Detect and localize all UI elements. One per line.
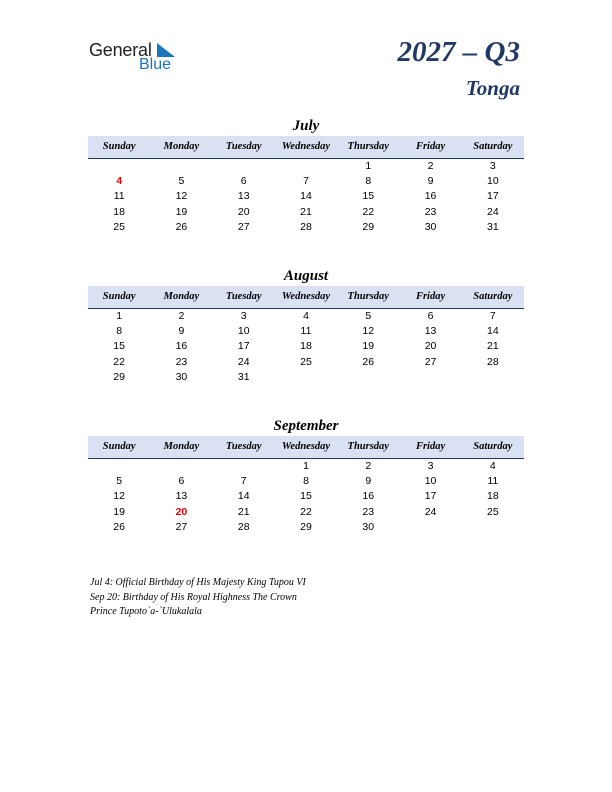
day-cell: 4 <box>489 460 496 472</box>
weekday-label: Saturday <box>473 141 513 152</box>
day-cell: 25 <box>113 220 125 233</box>
day-cell: 26 <box>175 220 188 233</box>
day-cell: 1 <box>303 460 309 472</box>
weekday-label: Wednesday <box>281 291 331 302</box>
day-cell: 9 <box>427 175 434 188</box>
day-cell: 13 <box>175 490 188 503</box>
day-cell: 31 <box>237 370 250 383</box>
logo <box>89 38 189 78</box>
weekday-label: Saturday <box>473 441 513 452</box>
day-cell: 6 <box>240 175 247 188</box>
month-name: July <box>292 118 320 134</box>
weekday-label: Monday <box>163 291 200 302</box>
day-cell: 14 <box>300 190 312 203</box>
holiday-note: Jul 4: Official Birthday of His Majesty King Tupou VI <box>90 577 306 588</box>
weekday-label: Sunday <box>102 141 136 152</box>
country-name: Tonga <box>465 76 520 100</box>
day-cell <box>275 159 337 174</box>
week-row <box>88 174 524 189</box>
logo-blue-text: Blue <box>139 56 172 73</box>
day-cell: 29 <box>362 220 375 233</box>
day-cell: 4 <box>303 310 309 322</box>
day-cell: 28 <box>300 220 312 233</box>
day-cell: 29 <box>113 370 125 383</box>
month-name: August <box>283 268 329 284</box>
day-cell: 12 <box>175 190 188 203</box>
weekday-label: Monday <box>163 141 200 152</box>
holiday-day-cell: 20 <box>175 505 188 518</box>
day-cell: 22 <box>300 505 312 518</box>
day-cell: 19 <box>175 205 188 218</box>
month-grid <box>88 159 524 235</box>
day-cell: 1 <box>116 310 123 322</box>
day-cell: 11 <box>113 190 125 203</box>
day-cell: 28 <box>486 355 499 368</box>
day-cell: 17 <box>237 340 250 353</box>
day-cell <box>150 159 212 174</box>
day-cell: 27 <box>237 220 250 233</box>
week-row <box>88 159 524 174</box>
day-cell: 10 <box>424 475 437 488</box>
month-grid <box>88 309 524 385</box>
day-cell: 26 <box>113 520 125 533</box>
weekday-label: Sunday <box>102 441 136 452</box>
page-title: 2027 – Q3 <box>397 36 520 68</box>
day-cell <box>213 459 275 474</box>
day-cell: 30 <box>424 220 437 233</box>
day-cell: 22 <box>362 205 375 218</box>
month-calendar-september <box>88 416 524 535</box>
day-cell: 17 <box>486 190 499 203</box>
week-row <box>88 355 524 370</box>
day-cell: 26 <box>362 355 375 368</box>
day-cell: 18 <box>486 490 499 503</box>
week-row <box>88 220 524 235</box>
week-row <box>88 474 524 489</box>
day-cell: 18 <box>113 205 125 218</box>
day-cell: 19 <box>362 340 375 353</box>
day-cell: 24 <box>424 505 437 518</box>
day-cell: 8 <box>303 475 309 488</box>
day-cell: 27 <box>175 520 188 533</box>
weekday-label: Tuesday <box>225 291 262 302</box>
weekday-label: Saturday <box>473 291 513 302</box>
day-cell <box>462 520 524 535</box>
weekday-label: Thursday <box>347 291 389 302</box>
day-cell: 30 <box>175 370 188 383</box>
day-cell: 11 <box>487 475 499 488</box>
day-cell: 16 <box>362 490 375 503</box>
holiday-day-cell: 4 <box>116 175 123 188</box>
weekday-header <box>88 286 524 309</box>
weekday-label: Tuesday <box>225 441 262 452</box>
day-cell: 12 <box>362 325 375 338</box>
day-cell: 15 <box>362 190 375 203</box>
holiday-note: Sep 20: Birthday of His Royal Highness The Crown <box>90 591 297 603</box>
weekday-header <box>88 436 524 459</box>
day-cell: 16 <box>424 190 437 203</box>
weekday-label: Monday <box>163 441 200 452</box>
day-cell: 21 <box>486 340 499 353</box>
day-cell: 2 <box>178 310 185 322</box>
day-cell: 15 <box>300 490 312 503</box>
day-cell: 16 <box>175 340 188 353</box>
day-cell <box>337 370 399 385</box>
weekday-label: Wednesday <box>281 141 331 152</box>
weekday-label: Wednesday <box>281 441 331 452</box>
month-calendar-july <box>88 116 524 235</box>
day-cell: 13 <box>237 190 250 203</box>
day-cell <box>399 370 461 385</box>
day-cell: 2 <box>427 160 434 172</box>
weekday-label: Friday <box>415 141 446 152</box>
month-name: September <box>273 418 339 434</box>
weekday-label: Friday <box>415 291 446 302</box>
day-cell: 7 <box>303 175 309 188</box>
week-row <box>88 189 524 204</box>
holiday-note: Prince Tupoto`a-`Ulukalala <box>90 606 202 617</box>
day-cell: 7 <box>489 310 496 322</box>
day-cell: 8 <box>116 325 123 338</box>
weekday-header <box>88 136 524 159</box>
day-cell: 10 <box>237 325 250 338</box>
day-cell: 6 <box>178 475 185 488</box>
day-cell: 23 <box>175 355 188 368</box>
day-cell: 24 <box>237 355 250 368</box>
weekday-label: Friday <box>415 441 446 452</box>
month-grid <box>88 459 524 535</box>
day-cell: 14 <box>237 490 250 503</box>
day-cell: 8 <box>365 175 372 188</box>
day-cell <box>150 459 212 474</box>
day-cell: 18 <box>300 340 312 353</box>
day-cell: 9 <box>365 475 372 488</box>
day-cell: 21 <box>237 505 250 518</box>
week-row <box>88 309 524 324</box>
week-row <box>88 459 524 474</box>
day-cell: 17 <box>424 490 437 503</box>
day-cell: 11 <box>300 325 312 338</box>
weekday-label: Thursday <box>347 441 389 452</box>
weekday-label: Thursday <box>347 141 389 152</box>
day-cell: 7 <box>240 475 247 488</box>
day-cell: 29 <box>300 520 312 533</box>
day-cell: 3 <box>489 160 496 172</box>
day-cell: 5 <box>116 475 123 488</box>
day-cell: 5 <box>178 175 185 188</box>
day-cell <box>88 459 150 474</box>
day-cell: 19 <box>113 505 125 518</box>
week-row <box>88 489 524 504</box>
week-row <box>88 520 524 535</box>
logo-general-text: General <box>89 40 152 60</box>
day-cell: 2 <box>365 460 372 472</box>
week-row <box>88 505 524 520</box>
day-cell: 20 <box>424 340 437 353</box>
day-cell: 27 <box>424 355 437 368</box>
day-cell: 23 <box>362 505 375 518</box>
day-cell: 13 <box>424 325 437 338</box>
day-cell: 5 <box>365 310 372 322</box>
day-cell: 10 <box>486 175 499 188</box>
day-cell: 28 <box>237 520 250 533</box>
day-cell <box>88 159 150 174</box>
holiday-notes <box>90 576 450 620</box>
day-cell: 30 <box>362 520 375 533</box>
week-row <box>88 205 524 220</box>
day-cell: 1 <box>365 160 372 172</box>
day-cell: 6 <box>427 310 434 322</box>
day-cell: 31 <box>486 220 499 233</box>
day-cell: 14 <box>486 325 499 338</box>
day-cell: 12 <box>113 490 125 503</box>
day-cell <box>399 520 461 535</box>
day-cell: 25 <box>300 355 312 368</box>
day-cell: 3 <box>427 460 434 472</box>
day-cell: 9 <box>178 325 185 338</box>
weekday-label: Sunday <box>102 291 136 302</box>
day-cell: 20 <box>237 205 250 218</box>
day-cell <box>275 370 337 385</box>
week-row <box>88 370 524 385</box>
week-row <box>88 339 524 354</box>
week-row <box>88 324 524 339</box>
day-cell: 3 <box>240 310 247 322</box>
day-cell <box>213 159 275 174</box>
day-cell: 15 <box>113 340 125 353</box>
day-cell: 23 <box>424 205 437 218</box>
weekday-label: Tuesday <box>225 141 262 152</box>
day-cell: 24 <box>486 205 499 218</box>
day-cell: 21 <box>300 205 312 218</box>
month-calendar-august <box>88 266 524 385</box>
day-cell: 25 <box>486 505 499 518</box>
day-cell <box>462 370 524 385</box>
day-cell: 22 <box>113 355 125 368</box>
